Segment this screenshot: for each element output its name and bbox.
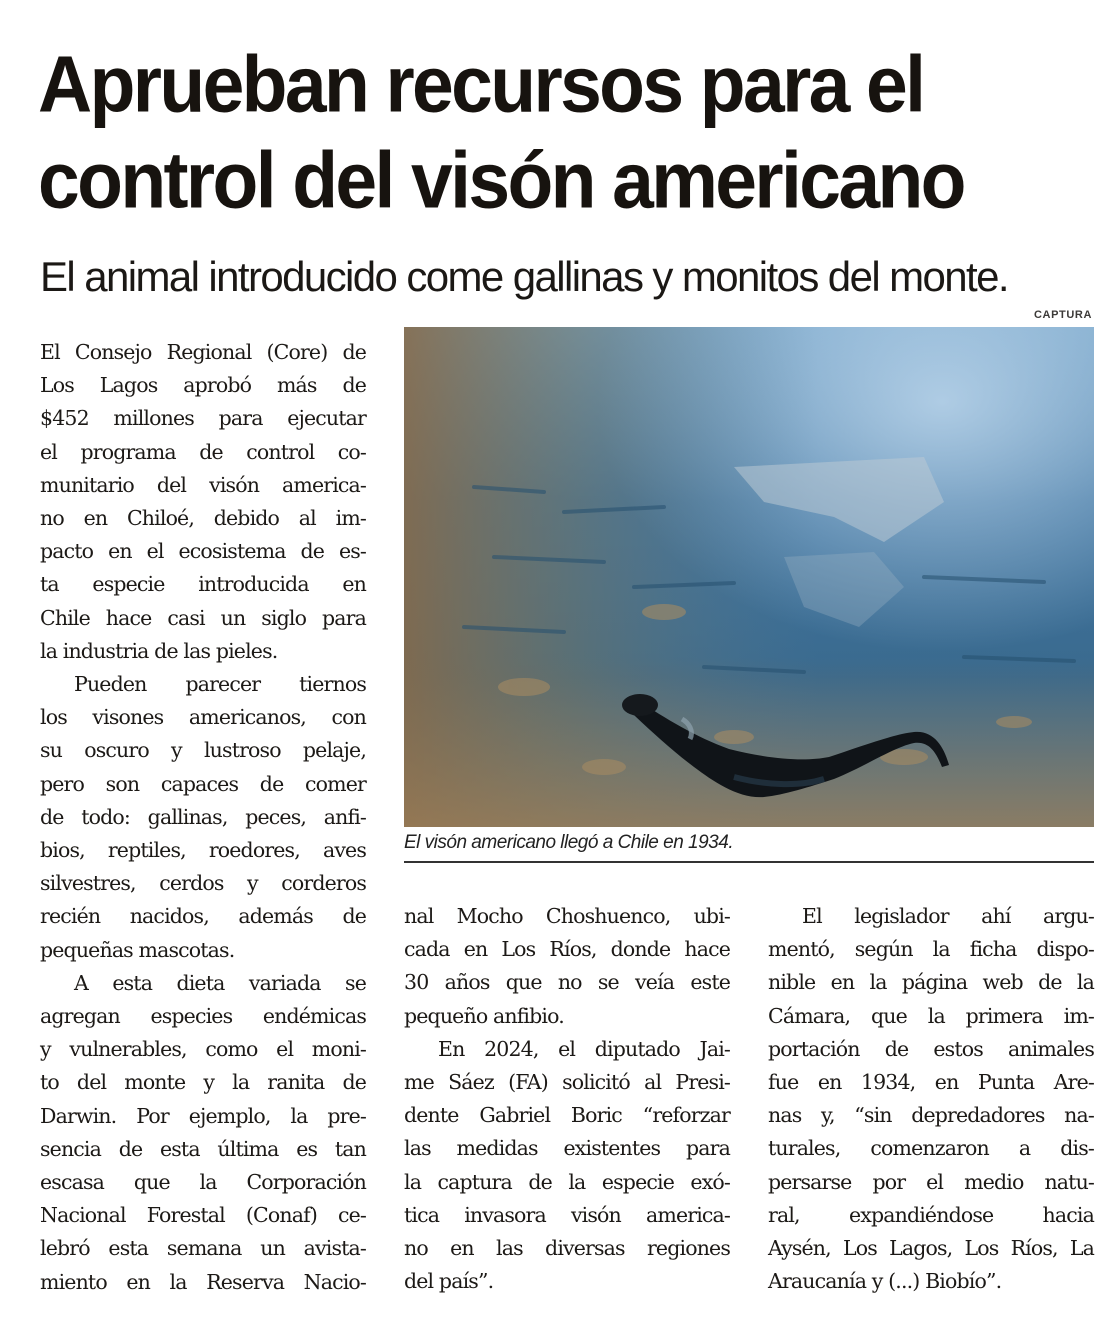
text-line: portación de estos animales	[768, 1036, 1094, 1061]
text-line: ral, expandiéndose hacia	[768, 1202, 1094, 1227]
text-line: En 2024, el diputado Jai-	[438, 1036, 730, 1061]
text-line: to del monte y la ranita de	[40, 1070, 366, 1095]
text-line: pequeño anfibio.	[404, 1003, 564, 1028]
text-line: nible en la página web de la	[768, 970, 1094, 995]
text-line: ta especie introducida en	[40, 572, 366, 597]
text-line: pero son capaces de comer	[40, 771, 366, 796]
article-column-3	[768, 900, 1094, 1298]
text-line: agregan especies endémicas	[40, 1004, 366, 1029]
text-line: Araucanía y (...) Biobío”.	[768, 1269, 1002, 1294]
text-line: $452 millones para ejecutar	[40, 406, 366, 431]
text-line: la industria de las pieles.	[40, 638, 278, 663]
text-line: no en Chiloé, debido al im-	[40, 506, 366, 531]
text-line: tica invasora visón america-	[404, 1202, 730, 1227]
text-line: me Sáez (FA) solicitó al Presi-	[404, 1070, 730, 1095]
text-line: Nacional Forestal (Conaf) ce-	[40, 1203, 366, 1228]
text-line: las medidas existentes para	[404, 1136, 730, 1161]
text-line: el programa de control co-	[40, 439, 366, 464]
text-line: bios, reptiles, roedores, aves	[40, 838, 366, 863]
text-line: de todo: gallinas, peces, anfi-	[40, 804, 366, 829]
text-line: silvestres, cerdos y corderos	[40, 871, 366, 896]
text-line: nal Mocho Choshuenco, ubi-	[404, 904, 730, 928]
text-line: Los Lagos aprobó más de	[40, 373, 366, 398]
text-line: A esta dieta variada se	[74, 970, 366, 995]
headline	[38, 36, 1098, 229]
text-line: lebró esta semana un avista-	[40, 1236, 366, 1261]
text-line: su oscuro y lustroso pelaje,	[40, 738, 366, 763]
text-line: escasa que la Corporación	[40, 1170, 366, 1195]
mink-photo	[404, 327, 1094, 827]
photo-caption: El visón americano llegó a Chile en 1934.	[404, 832, 1094, 863]
text-line: sencia de esta última es tan	[40, 1136, 366, 1161]
text-line: mentó, según la ficha dispo-	[768, 937, 1094, 962]
photo-credit: CAPTURA	[1034, 309, 1092, 321]
text-line: persarse por el medio natu-	[768, 1169, 1094, 1194]
text-line: pacto en el ecosistema de es-	[40, 539, 366, 564]
text-line: 30 años que no se veía este	[404, 970, 730, 995]
text-line: El Consejo Regional (Core) de	[40, 340, 366, 364]
text-line: dente Gabriel Boric “reforzar	[404, 1103, 730, 1128]
text-line: la captura de la especie exó-	[404, 1169, 730, 1194]
article-column-1	[40, 336, 366, 1299]
text-line: El legislador ahí argu-	[802, 904, 1094, 928]
text-line: Chile hace casi un siglo para	[40, 605, 366, 630]
text-line: y vulnerables, como el moni-	[40, 1037, 366, 1062]
text-line: turales, comenzaron a dis-	[768, 1136, 1094, 1161]
subheadline: El animal introducido come gallinas y monitos del monte.	[40, 253, 1008, 300]
text-line: recién nacidos, además de	[40, 904, 366, 929]
text-line: del país”.	[404, 1269, 494, 1294]
text-line: Darwin. Por ejemplo, la pre-	[40, 1103, 366, 1128]
headline-line-1: Aprueban recursos para el	[38, 39, 924, 129]
text-line: los visones americanos, con	[40, 705, 366, 730]
text-line: Cámara, que la primera im-	[768, 1003, 1094, 1028]
mink-photo-image	[404, 327, 1094, 827]
text-line: no en las diversas regiones	[404, 1236, 730, 1261]
text-line: cada en Los Ríos, donde hace	[404, 937, 730, 962]
text-line: nas y, “sin depredadores na-	[768, 1103, 1094, 1128]
text-line: munitario del visón america-	[40, 472, 366, 497]
text-line: Aysén, Los Lagos, Los Ríos, La	[768, 1236, 1094, 1261]
headline-line-2: control del visón americano	[38, 135, 964, 225]
text-line: miento en la Reserva Nacio-	[40, 1269, 366, 1294]
text-line: Pueden parecer tiernos	[74, 672, 366, 697]
text-line: fue en 1934, en Punta Are-	[768, 1070, 1094, 1095]
text-line: pequeñas mascotas.	[40, 937, 235, 962]
article-column-2	[404, 900, 730, 1298]
